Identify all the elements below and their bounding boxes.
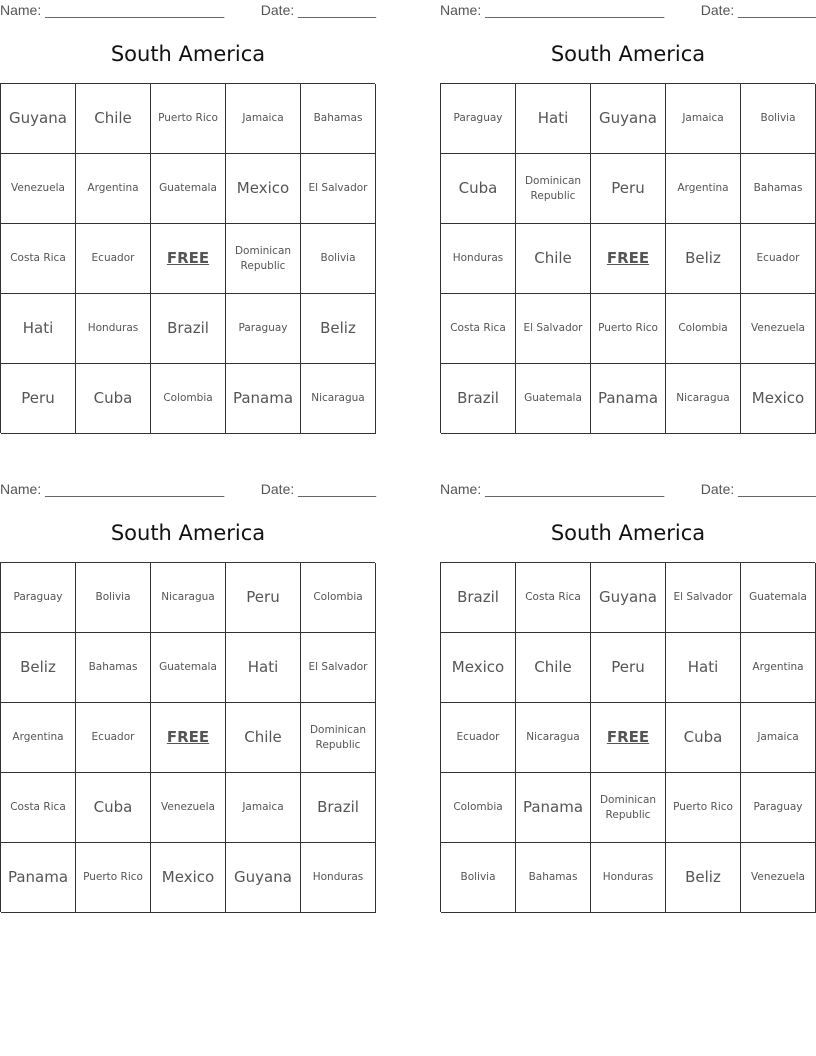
bingo-cell: Costa Rica: [516, 563, 591, 633]
bingo-cell: Guatemala: [151, 633, 226, 703]
free-space-cell: FREE: [591, 224, 666, 294]
bingo-cell: Panama: [516, 773, 591, 843]
bingo-cell: Mexico: [151, 843, 226, 913]
bingo-cell: Colombia: [151, 364, 226, 434]
bingo-cell: Puerto Rico: [76, 843, 151, 913]
bingo-cell: Guyana: [226, 843, 301, 913]
date-label: Date: __________: [700, 2, 816, 18]
free-space-cell: FREE: [151, 703, 226, 773]
bingo-cell: Costa Rica: [1, 773, 76, 843]
card-title: South America: [110, 521, 266, 545]
bingo-cell: Beliz: [301, 294, 376, 364]
bingo-cell: Bahamas: [76, 633, 151, 703]
bingo-cell: Puerto Rico: [591, 294, 666, 364]
name-label: Name: _______________________: [0, 2, 225, 18]
bingo-card-2: [440, 0, 816, 407]
bingo-cell: Cuba: [441, 154, 516, 224]
name-date-line: [0, 479, 376, 501]
bingo-cell: Venezuela: [741, 294, 816, 364]
bingo-cell: Mexico: [226, 154, 301, 224]
bingo-cell: Paraguay: [441, 84, 516, 154]
bingo-cell: Costa Rica: [1, 224, 76, 294]
bingo-cell: Chile: [76, 84, 151, 154]
bingo-cell: Guyana: [1, 84, 76, 154]
bingo-cell: Jamaica: [226, 773, 301, 843]
bingo-cell: Honduras: [301, 843, 376, 913]
bingo-cell: Chile: [226, 703, 301, 773]
bingo-cell: Bolivia: [76, 563, 151, 633]
bingo-cell: Dominican Republic: [301, 703, 376, 773]
bingo-cell: Cuba: [666, 703, 741, 773]
bingo-cell: Mexico: [441, 633, 516, 703]
bingo-cell: Ecuador: [441, 703, 516, 773]
bingo-cell: Jamaica: [666, 84, 741, 154]
bingo-cell: Paraguay: [741, 773, 816, 843]
free-space-cell: FREE: [151, 224, 226, 294]
bingo-cell: Brazil: [441, 563, 516, 633]
bingo-cell: Argentina: [76, 154, 151, 224]
bingo-cell: Dominican Republic: [591, 773, 666, 843]
bingo-cell: Bahamas: [741, 154, 816, 224]
bingo-cell: El Salvador: [666, 563, 741, 633]
card-title: South America: [550, 42, 706, 66]
bingo-cell: Argentina: [741, 633, 816, 703]
bingo-cell: Brazil: [151, 294, 226, 364]
bingo-cell: Dominican Republic: [226, 224, 301, 294]
bingo-grid: [0, 83, 375, 433]
bingo-cell: Brazil: [301, 773, 376, 843]
date-label: Date: __________: [700, 481, 816, 497]
card-title: South America: [550, 521, 706, 545]
date-label: Date: __________: [260, 2, 376, 18]
bingo-cell: Hati: [516, 84, 591, 154]
bingo-cell: Guyana: [591, 84, 666, 154]
bingo-cell: Beliz: [666, 843, 741, 913]
bingo-cell: Ecuador: [741, 224, 816, 294]
bingo-cell: Bolivia: [741, 84, 816, 154]
bingo-cell: Puerto Rico: [666, 773, 741, 843]
bingo-cell: Honduras: [76, 294, 151, 364]
bingo-cell: Colombia: [441, 773, 516, 843]
bingo-cell: Bahamas: [301, 84, 376, 154]
name-date-line: [0, 0, 376, 22]
bingo-cell: Bolivia: [441, 843, 516, 913]
bingo-cell: Cuba: [76, 364, 151, 434]
bingo-cell: Guatemala: [741, 563, 816, 633]
bingo-cell: Guyana: [591, 563, 666, 633]
bingo-cell: Jamaica: [741, 703, 816, 773]
bingo-cell: Hati: [666, 633, 741, 703]
bingo-cell: El Salvador: [301, 633, 376, 703]
bingo-cell: Bolivia: [301, 224, 376, 294]
bingo-card-3: [0, 479, 376, 886]
bingo-cell: Ecuador: [76, 224, 151, 294]
bingo-card-4: [440, 479, 816, 886]
bingo-cell: Chile: [516, 633, 591, 703]
bingo-cell: Hati: [1, 294, 76, 364]
bingo-cell: Brazil: [441, 364, 516, 434]
bingo-cell: Paraguay: [1, 563, 76, 633]
bingo-cell: Peru: [591, 154, 666, 224]
bingo-cell: Mexico: [741, 364, 816, 434]
bingo-grid: [440, 562, 815, 912]
free-space-cell: FREE: [591, 703, 666, 773]
bingo-grid: [0, 562, 375, 912]
bingo-grid: [440, 83, 815, 433]
bingo-cell: Panama: [226, 364, 301, 434]
bingo-card-1: [0, 0, 376, 407]
name-label: Name: _______________________: [440, 481, 665, 497]
bingo-cell: Paraguay: [226, 294, 301, 364]
bingo-cell: Peru: [1, 364, 76, 434]
card-title: South America: [110, 42, 266, 66]
bingo-cell: Panama: [591, 364, 666, 434]
bingo-cell: Venezuela: [1, 154, 76, 224]
bingo-cell: Costa Rica: [441, 294, 516, 364]
bingo-cell: Cuba: [76, 773, 151, 843]
bingo-cell: Ecuador: [76, 703, 151, 773]
bingo-cell: Argentina: [1, 703, 76, 773]
bingo-cell: Chile: [516, 224, 591, 294]
bingo-cell: Guatemala: [516, 364, 591, 434]
bingo-cell: El Salvador: [516, 294, 591, 364]
bingo-cell: Hati: [226, 633, 301, 703]
bingo-cell: Venezuela: [151, 773, 226, 843]
bingo-cell: Jamaica: [226, 84, 301, 154]
bingo-cell: Dominican Republic: [516, 154, 591, 224]
bingo-cell: El Salvador: [301, 154, 376, 224]
bingo-cell: Colombia: [301, 563, 376, 633]
bingo-cell: Honduras: [591, 843, 666, 913]
bingo-cell: Nicaragua: [516, 703, 591, 773]
bingo-cell: Beliz: [666, 224, 741, 294]
bingo-cell: Beliz: [1, 633, 76, 703]
bingo-cell: Puerto Rico: [151, 84, 226, 154]
name-label: Name: _______________________: [0, 481, 225, 497]
bingo-cell: Panama: [1, 843, 76, 913]
bingo-cell: Venezuela: [741, 843, 816, 913]
bingo-cell: Bahamas: [516, 843, 591, 913]
name-label: Name: _______________________: [440, 2, 665, 18]
bingo-cell: Nicaragua: [151, 563, 226, 633]
bingo-cell: Guatemala: [151, 154, 226, 224]
bingo-cell: Peru: [226, 563, 301, 633]
bingo-cell: Argentina: [666, 154, 741, 224]
bingo-cell: Peru: [591, 633, 666, 703]
bingo-cell: Nicaragua: [301, 364, 376, 434]
name-date-line: [440, 0, 816, 22]
bingo-cell: Honduras: [441, 224, 516, 294]
date-label: Date: __________: [260, 481, 376, 497]
bingo-cell: Nicaragua: [666, 364, 741, 434]
bingo-cell: Colombia: [666, 294, 741, 364]
name-date-line: [440, 479, 816, 501]
